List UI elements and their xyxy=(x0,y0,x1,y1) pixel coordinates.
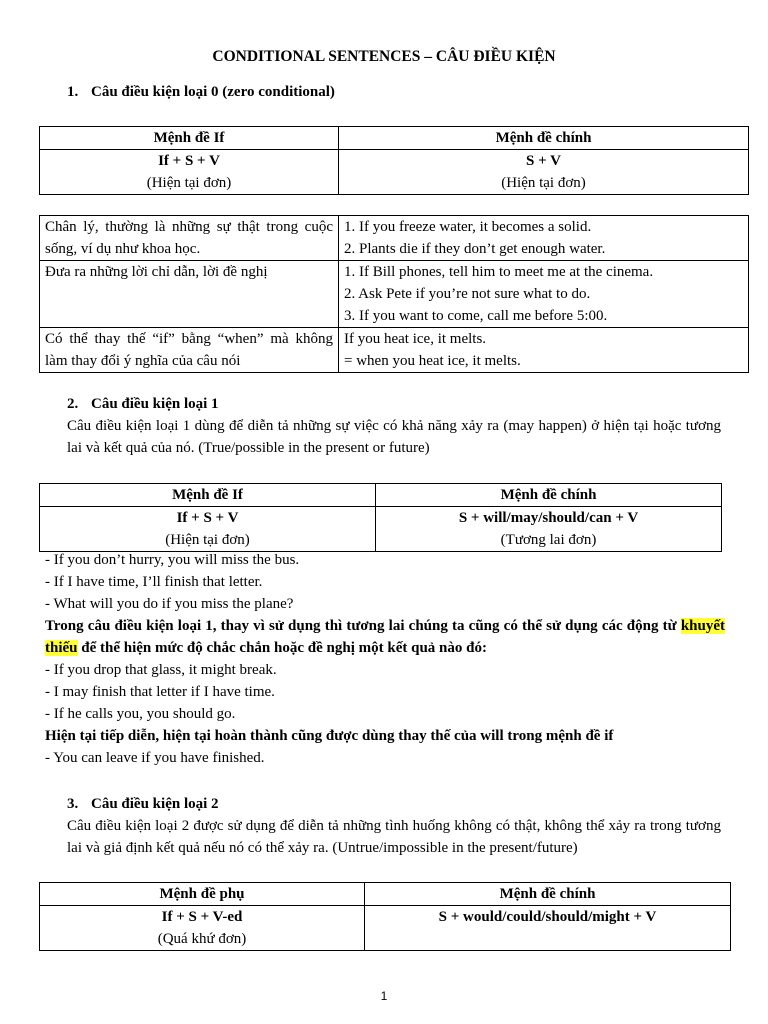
main-tense: (Hiện tại đơn) xyxy=(501,175,586,191)
main-clause-header: Mệnh đề chính xyxy=(365,883,731,906)
section-1-title: Câu điều kiện loại 0 (zero conditional) xyxy=(91,84,335,100)
usage-example: If you heat ice, it melts. xyxy=(344,331,487,347)
if-tense: (Quá khứ đơn) xyxy=(157,931,247,947)
main-clause-cell xyxy=(365,906,731,951)
example-line: - You can leave if you have finished. xyxy=(45,750,265,766)
section-1-usage-table xyxy=(39,215,749,373)
page-title: CONDITIONAL SENTENCES – CÂU ĐIỀU KIỆN xyxy=(212,48,556,65)
main-formula: S + V xyxy=(526,153,561,169)
usage-row xyxy=(40,328,749,373)
main-clause-cell xyxy=(376,507,722,552)
note-text: để thể hiện mức độ chắc chắn hoặc đề nghị một kết quả nào đó: xyxy=(77,640,487,656)
usage-example: 1. If Bill phones, tell him to meet me at the cinema. xyxy=(344,264,654,280)
main-formula: S + will/may/should/can + V xyxy=(458,510,639,526)
section-2-intro: Câu điều kiện loại 1 dùng để diễn tả những sự việc có khả năng xảy ra (may happen) ở hiện tại hoặc tương lai và kết quả của nó. (True/possible in the present or future) xyxy=(67,418,721,456)
main-clause-header: Mệnh đề chính xyxy=(339,127,749,150)
example-line: - If you drop that glass, it might break. xyxy=(45,662,277,678)
section-3-intro: Câu điều kiện loại 2 được sử dụng để diễn tả những tình huống không có thật, không thể xảy ra trong tương lai và giả định kết quả nếu nó có thể xảy ra. (Untrue/impossible in the present/future) xyxy=(67,818,721,856)
main-clause-cell xyxy=(339,150,749,195)
if-tense: (Hiện tại đơn) xyxy=(146,175,232,191)
if-clause-cell xyxy=(40,906,365,951)
section-2-number: 2. xyxy=(67,396,79,412)
main-clause-header: Mệnh đề chính xyxy=(376,484,722,507)
section-3-title: Câu điều kiện loại 2 xyxy=(91,796,219,812)
section-1-number: 1. xyxy=(67,84,79,100)
section-3-structure-table xyxy=(39,882,731,951)
usage-examples xyxy=(339,216,749,261)
example-line: - If you don’t hurry, you will miss the bus. xyxy=(45,552,300,568)
if-formula: If + S + V xyxy=(158,153,220,169)
usage-example: 2. Ask Pete if you’re not sure what to do. xyxy=(344,286,591,302)
example-line: - What will you do if you miss the plane? xyxy=(45,596,294,612)
main-formula: S + would/could/should/might + V xyxy=(438,909,657,925)
page-number: 1 xyxy=(380,989,388,1003)
if-formula: If + S + V-ed xyxy=(161,909,243,925)
main-tense: (Tương lai đơn) xyxy=(500,532,597,548)
usage-examples xyxy=(339,261,749,328)
note-text: Trong câu điều kiện loại 1, thay vì sử dụng thì tương lai chúng ta cũng có thể sử dụng các động từ xyxy=(45,618,681,634)
usage-example: = when you heat ice, it melts. xyxy=(344,353,521,369)
if-clause-header: Mệnh đề phụ xyxy=(40,883,365,906)
section-2-body xyxy=(45,549,725,769)
usage-desc: Chân lý, thường là những sự thật trong cuộc sống, ví dụ như khoa học. xyxy=(40,216,339,261)
usage-examples xyxy=(339,328,749,373)
example-line: - If he calls you, you should go. xyxy=(45,706,236,722)
section-3-number: 3. xyxy=(67,796,79,812)
if-clause-cell xyxy=(40,150,339,195)
modal-verb-note xyxy=(45,615,725,659)
usage-desc: Đưa ra những lời chỉ dẫn, lời đề nghị xyxy=(40,261,339,328)
section-2-structure-table xyxy=(39,483,722,552)
if-tense: (Hiện tại đơn) xyxy=(165,532,250,548)
example-line: - If I have time, I’ll finish that letter. xyxy=(45,574,263,590)
if-formula: If + S + V xyxy=(176,510,239,526)
section-2-heading xyxy=(67,393,219,415)
example-line: - I may finish that letter if I have time. xyxy=(45,684,275,700)
usage-row xyxy=(40,216,749,261)
usage-example: 3. If you want to come, call me before 5:00. xyxy=(344,308,608,324)
usage-example: 2. Plants die if they don’t get enough water. xyxy=(344,241,606,257)
section-3-heading xyxy=(67,793,219,815)
if-clause-cell xyxy=(40,507,376,552)
section-1-heading xyxy=(67,81,335,103)
section-1-structure-table xyxy=(39,126,749,195)
if-clause-header: Mệnh đề If xyxy=(40,127,339,150)
usage-example: 1. If you freeze water, it becomes a solid. xyxy=(344,219,592,235)
usage-desc: Có thể thay thế “if” bằng “when” mà không làm thay đổi ý nghĩa của câu nói xyxy=(40,328,339,373)
tense-note: Hiện tại tiếp diễn, hiện tại hoàn thành cũng được dùng thay thế của will trong mệnh đề if xyxy=(45,728,614,744)
usage-row xyxy=(40,261,749,328)
section-2-title: Câu điều kiện loại 1 xyxy=(91,396,219,412)
highlighted-term: khuyết thiếu xyxy=(45,618,725,656)
if-clause-header: Mệnh đề If xyxy=(40,484,376,507)
